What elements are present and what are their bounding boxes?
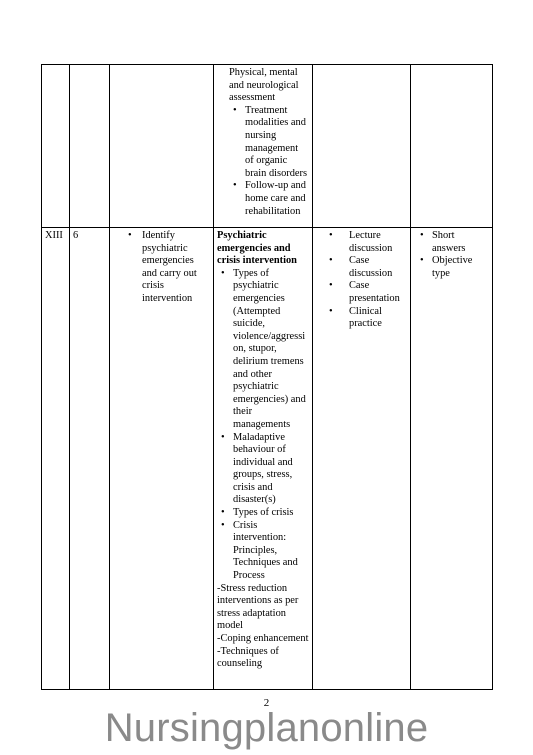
objectives-cell: [110, 228, 214, 690]
content-line: -Coping enhancement: [217, 633, 309, 644]
evaluation-cell: [411, 228, 493, 690]
content-line: -Stress reduction interventions as per stress adaptation model: [217, 582, 299, 632]
table-row-xiii: [42, 228, 493, 690]
content-bullet: • Crisis intervention: Principles, Techniques and Process: [217, 520, 309, 583]
content-line: -Techniques of counseling: [217, 645, 279, 670]
evaluation-item: • Objective type: [420, 255, 489, 280]
content-bullet: • Types of psychiatric emergencies (Attempted suicide, violence/aggressi on, stupor, delirium tremens and other psychiatric emergencies) and their managements: [217, 268, 309, 432]
syllabus-table: [41, 64, 493, 690]
watermark-text: Nursingplanonline: [104, 706, 429, 750]
method-item: • Case presentation: [329, 280, 407, 305]
objectives-cell: [110, 65, 214, 228]
objective-bullet: • Identify psychiatric emergencies and carry out crisis intervention: [128, 230, 210, 306]
content-bullet: • Types of crisis: [217, 507, 309, 520]
page-number: 2: [263, 697, 270, 709]
methods-cell: [313, 65, 411, 228]
table-row-continued: [42, 65, 493, 228]
content-line: Physical, mental and neurological assessment: [229, 67, 299, 104]
content-cell: [214, 228, 313, 690]
methods-cell: [313, 228, 411, 690]
content-cell: [214, 65, 313, 228]
method-item: • Lecture discussion: [329, 230, 407, 255]
evaluation-item: • Short answers: [420, 230, 489, 255]
time-cell: [70, 65, 110, 228]
time-cell: 6: [70, 228, 110, 690]
content-bullet: • Maladaptive behaviour of individual and groups, stress, crisis and disaster(s): [217, 432, 309, 508]
evaluation-cell: [411, 65, 493, 228]
method-item: • Clinical practice: [329, 306, 407, 331]
content-bullet: • Follow-up and home care and rehabilitation: [229, 180, 309, 218]
unit-cell: XIII: [42, 228, 70, 690]
method-item: • Case discussion: [329, 255, 407, 280]
content-heading: Psychiatric emergencies and crisis intervention: [217, 230, 297, 267]
unit-cell: [42, 65, 70, 228]
content-bullet: • Treatment modalities and nursing management of organic brain disorders: [229, 105, 309, 181]
